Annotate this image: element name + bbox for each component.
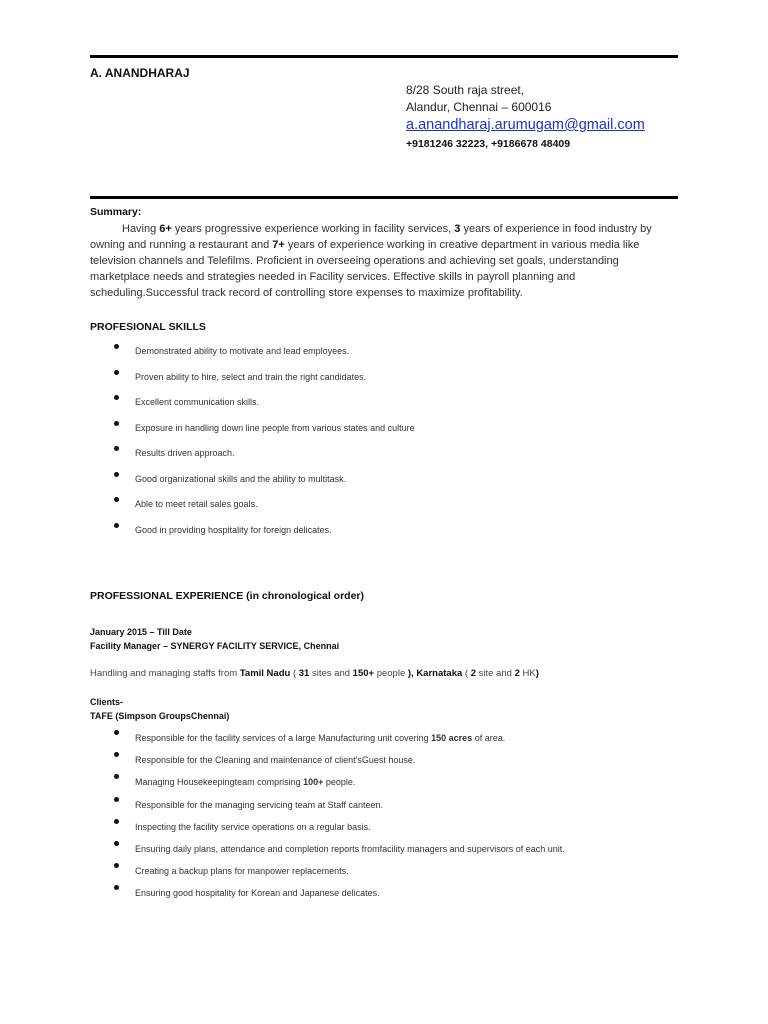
header-divider	[90, 196, 678, 199]
staff-summary	[90, 668, 539, 679]
list-item	[114, 888, 565, 910]
list-item	[114, 777, 565, 799]
bullet-icon	[114, 797, 119, 802]
list-item	[114, 397, 415, 423]
staff-text: Handling and managing staffs from	[90, 668, 240, 679]
staff-bold: 2	[470, 668, 477, 679]
list-item	[114, 499, 415, 525]
job-period: January 2015 – Till Date	[90, 627, 192, 637]
duty-bold: 100+	[303, 777, 324, 788]
skills-list	[114, 346, 415, 550]
staff-text: sites and	[309, 668, 353, 679]
list-item	[114, 733, 565, 755]
staff-bold: 150+	[352, 668, 375, 679]
list-item	[114, 474, 415, 500]
list-item	[114, 822, 565, 844]
top-divider	[90, 55, 678, 58]
duty-text: Responsible for the managing servicing team at Staff canteen.	[135, 799, 383, 810]
address-line-1: 8/28 South raja street,	[406, 83, 525, 97]
job-role: Facility Manager – SYNERGY FACILITY SERVICE, Chennai	[90, 641, 340, 651]
summary-text: years progressive experience working in facility services,	[171, 223, 455, 235]
list-item	[114, 800, 565, 822]
staff-text: (	[462, 668, 471, 679]
duty-text: people.	[323, 777, 356, 788]
staff-bold: )	[535, 668, 539, 679]
phone-numbers: +9181246 32223, +9186678 48409	[406, 138, 571, 150]
bullet-icon	[114, 841, 119, 846]
summary-text: Having	[122, 223, 160, 235]
summary-bold: 7+	[272, 239, 285, 251]
list-item	[114, 755, 565, 777]
staff-text: HK	[519, 668, 536, 679]
summary-bold: 3	[454, 223, 461, 235]
list-item	[114, 423, 415, 449]
duty-text: Inspecting the facility service operations on a regular basis.	[135, 821, 371, 832]
bullet-icon	[114, 472, 119, 477]
candidate-name: A. ANANDHARAJ	[90, 66, 190, 80]
list-item	[114, 866, 565, 888]
duty-bold: 150 acres	[431, 733, 473, 743]
skill-text: Excellent communication skills.	[135, 397, 260, 407]
email-link[interactable]: a.anandharaj.arumugam@gmail.com	[406, 117, 645, 133]
bullet-icon	[114, 497, 119, 502]
bullet-icon	[114, 421, 119, 426]
bullet-icon	[114, 819, 119, 824]
skill-text: Proven ability to hire, select and train the right candidates.	[135, 371, 367, 382]
staff-bold: 31	[298, 668, 310, 679]
bullet-icon	[114, 752, 119, 757]
bullet-icon	[114, 774, 119, 779]
summary-heading: Summary:	[90, 206, 142, 218]
bullet-icon	[114, 730, 119, 735]
duty-text: Responsible for the facility services of a large Manufacturing unit covering	[135, 733, 432, 743]
summary-text: years of experience working in creative department in various media like television channels and Telefilms. Proficient in overseeing operations and achieving set goals, understanding marketplace needs and strategies needed in Facility services. Effective skills in payroll planning and scheduling.Successful track record of controlling store expenses to maximize profitability.	[90, 239, 640, 299]
staff-bold: ), Karnataka	[407, 668, 463, 679]
bullet-icon	[114, 344, 119, 349]
bullet-icon	[114, 885, 119, 890]
skill-text: Results driven approach.	[135, 448, 235, 458]
staff-text: people	[374, 668, 408, 679]
duties-list	[114, 733, 565, 911]
list-item	[114, 346, 415, 372]
bullet-icon	[114, 395, 119, 400]
bullet-icon	[114, 863, 119, 868]
staff-text: site and	[476, 668, 515, 679]
skill-text: Good in providing hospitality for foreign delicates.	[135, 524, 332, 535]
list-item	[114, 525, 415, 551]
duty-text: Ensuring daily plans, attendance and completion reports fromfacility managers and supervisors of each unit.	[135, 843, 565, 854]
duty-text: Ensuring good hospitality for Korean and Japanese delicates.	[135, 888, 380, 899]
list-item	[114, 372, 415, 398]
summary-paragraph	[90, 221, 680, 301]
duty-text: Managing Housekeepingteam comprising	[135, 777, 304, 788]
staff-bold: Tamil Nadu	[239, 668, 291, 679]
summary-text: years of experience in food industry by owning and running a restaurant and	[90, 223, 652, 251]
staff-bold: 2	[514, 668, 520, 679]
address-line-2: Alandur, Chennai – 600016	[406, 100, 552, 114]
duty-text: Responsible for the Cleaning and maintenance of client'sGuest house.	[135, 755, 416, 766]
summary-bold: 6+	[159, 223, 172, 235]
duty-text: of area.	[472, 733, 506, 743]
bullet-icon	[114, 446, 119, 451]
duty-text: Creating a backup plans for manpower replacements.	[135, 866, 349, 877]
skill-text: Able to meet retail sales goals.	[135, 499, 258, 509]
client-name: TAFE (Simpson GroupsChennai)	[90, 711, 230, 721]
skill-text: Exposure in handling down line people from various states and culture	[135, 422, 415, 433]
list-item	[114, 844, 565, 866]
skills-heading: PROFESIONAL SKILLS	[90, 321, 206, 333]
staff-text: (	[290, 668, 299, 679]
bullet-icon	[114, 370, 119, 375]
skill-text: Good organizational skills and the ability to multitask.	[135, 473, 347, 484]
bullet-icon	[114, 523, 119, 528]
skill-text: Demonstrated ability to motivate and lead employees.	[135, 346, 350, 356]
clients-label: Clients-	[90, 697, 124, 707]
experience-heading: PROFESSIONAL EXPERIENCE (in chronological order)	[90, 590, 365, 602]
list-item	[114, 448, 415, 474]
